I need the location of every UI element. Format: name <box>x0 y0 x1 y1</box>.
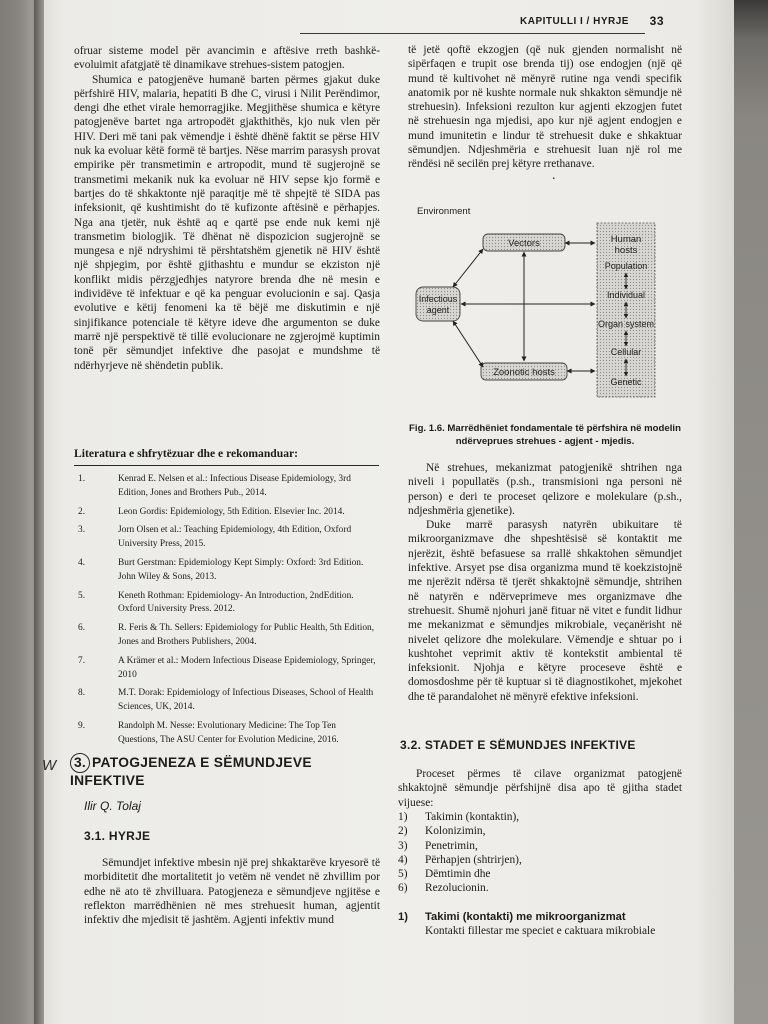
references-heading: Literatura e shfrytëzuar dhe e rekomanduar: <box>74 447 299 460</box>
chapter-author: Ilir Q. Tolaj <box>84 799 141 813</box>
list-item <box>398 881 678 895</box>
reference-number: 3. <box>78 525 86 536</box>
arrow-agent-vectors <box>453 249 483 287</box>
right-column-top <box>408 43 682 172</box>
reference-number: 6. <box>78 623 86 634</box>
reference-number: 1. <box>78 474 86 484</box>
vectors-label: Vectors <box>508 238 540 249</box>
paragraph: ofruar sisteme model për avancimin e aftësive rreth bashkë-evoluimit afatgjatë të dinamikave strehues-sistem patogjen. <box>74 45 380 72</box>
stage-label: Dëmtimin dhe <box>425 868 491 881</box>
references-list <box>78 473 378 753</box>
handwritten-margin-mark: W <box>42 757 57 774</box>
stage-1-heading-text: Takimi (kontakti) me mikroorganizmat <box>425 911 626 923</box>
binding-shadow <box>34 0 44 1024</box>
paragraph: Duke marrë parasysh natyrën ubikuitare të mikroorganizmave dhe shpeshtësisë së kontaktit me njerëzit, është befasuese sa rrallë shkaktohen sëmundjet infektive. Arsyet pse disa organizma mund të koekzistojnë me njerëzit ndërsa të tjerët shkaktojnë sëmundje, shtrihen në natyrën e ndërveprimeve mes organizmave dhe strehuesit. Shumë njohuri janë fituar në vitet e fundit lidhur me mekanizmat e sëmundjes mikrobiale, veçanërisht në nivelet qelizore dhe molekulare. Vëmendje e shtuar po i kushtohet veprimit aktiv të kontekstit ambiental të infeksionit. Njohja e këtyre proceseve është e domosdoshme për të kuptuar si të diagnostikohet, mjekohet dhe të parandalohet në mënyrë efektive infeksioni. <box>408 519 682 703</box>
infectious-agent-box <box>416 287 460 321</box>
reference-text: Jorn Olsen et al.: Teaching Epidemiology, 4th Edition, Oxford University Press, 2015. <box>118 525 352 550</box>
reference-item <box>78 473 378 501</box>
stage-label: Rezolucionin. <box>425 882 489 895</box>
chapter-number-circled: 3. <box>70 753 90 773</box>
arrow-agent-zoonotic <box>453 321 483 367</box>
stage-1-heading <box>398 911 682 923</box>
reference-item <box>78 655 378 683</box>
right-column-middle <box>408 461 682 704</box>
zoonotic-hosts-label: Zoonotic hosts <box>493 367 555 378</box>
references-rule <box>74 465 379 466</box>
reference-number: 4. <box>78 557 86 568</box>
reference-text: Burt Gerstman: Epidemiology Kept Simply: Oxford: 3rd Edition. John Wiley & Sons, 2013. <box>118 557 364 582</box>
list-item <box>398 867 678 881</box>
reference-text: M.T. Dorak: Epidemiology of Infectious Diseases, School of Health Sciences, UK, 2014. <box>118 688 374 713</box>
human-hosts-label-2: hosts <box>614 245 638 256</box>
paragraph: Sëmundjet infektive mbesin një prej shkaktarëve kryesorë të morbiditetit dhe mortalitetit jo vetëm në vendet në zhvillim por edhe në ato të zhvilluara. Patogjeneza e sëmundjeve ngjitëse e reflekton marrëdhënien në mes strehuesit human, agjentit infektiv dhe mjedisit të jashtëm. Agjenti infektiv mund <box>84 857 380 927</box>
chapter-title <box>70 753 380 789</box>
page-number: 33 <box>649 14 664 28</box>
running-header <box>520 16 680 32</box>
paragraph: Proceset përmes të cilave organizmat patogjenë shkaktojnë sëmundje përfshijnë disa apo të gjitha stadet vijuese: <box>398 768 682 809</box>
reference-item <box>78 622 378 650</box>
stages-intro <box>398 767 682 810</box>
paragraph: të jetë qoftë ekzogjen (që nuk gjenden normalisht në sipërfaqen e trupit ose brenda tij) ose endogjen (një që mund të kultivohet në mënyrë rutine nga vendi specifik anatomik por në kushte normale nuk shkakton sëmundje në strehuesin). Infeksioni rezulton kur agjenti ekzogjen futet në strehuesin nga mjedisi, apo kur një agjent endogjen e mund imunitetin e lindur të strehuesit duke e shkaktuar sëmundjen. Ndjeshmëria e strehuesit luan një rol me rëndësi në secilën prej këtyre rrethanave. <box>408 44 682 171</box>
level-organ-system: Organ system <box>597 319 655 329</box>
reference-text: R. Feris & Th. Sellers: Epidemiology for Public Health, 5th Edition, Jones and Brothers Publishers, 2004. <box>118 623 375 647</box>
reference-text: Randolph M. Nesse: Evolutionary Medicine: The Top Ten Questions, The ASU Center for Evolution Medicine, 2016. <box>118 720 339 745</box>
host-agent-environment-diagram <box>413 203 683 413</box>
reference-item <box>78 590 378 618</box>
stages-list <box>398 810 678 896</box>
reference-number: 7. <box>78 655 86 666</box>
level-genetic: Genetic <box>610 377 642 387</box>
figure-caption: Fig. 1.6. Marrëdhëniet fondamentale të përfshira në modelin ndërveprues strehues - agjent - mjedis. <box>409 423 681 447</box>
stage-1-number: 1) <box>398 911 408 923</box>
chapter-title-text: PATOGJENEZA E SËMUNDJEVE INFEKTIVE <box>70 755 312 788</box>
stray-dot: . <box>552 168 556 183</box>
reference-text: Leon Gordis: Epidemiology, 5th Edition. Elsevier Inc. 2014. <box>118 506 345 517</box>
stage-number: 4) <box>398 853 408 866</box>
running-header-chapter: KAPITULLI I / HYRJE <box>520 16 629 27</box>
stage-number: 5) <box>398 868 408 881</box>
stage-label: Përhapjen (shtrirjen), <box>425 853 522 866</box>
infectious-agent-label-2: agent <box>426 305 450 315</box>
header-rule <box>300 33 645 34</box>
left-column-bottom <box>84 856 380 927</box>
dark-corner-strip <box>734 0 768 1024</box>
stage-1-text: Kontakti fillestar me speciet e caktuara mikrobiale <box>425 925 656 937</box>
reference-number: 5. <box>78 590 86 601</box>
reference-text: Keneth Rothman: Epidemiology- An Introduction, 2ndEdition. Oxford University Press. 2012. <box>118 590 354 615</box>
stage-number: 6) <box>398 882 408 895</box>
reference-number: 9. <box>78 720 86 731</box>
stage-number: 2) <box>398 825 408 838</box>
reference-number: 2. <box>78 506 86 517</box>
stage-label: Kolonizimin, <box>425 825 486 838</box>
section-heading-3-1: 3.1. HYRJE <box>84 829 151 843</box>
left-column-top <box>74 44 380 373</box>
paragraph: Në strehues, mekanizmat patogjenikë shtrihen nga niveli i popullatës (p.sh., transmisioni nga personi në person) e deri te proceset qelizore e molekulare (p.sh., ndjeshmëria gjenetike). <box>408 462 682 517</box>
level-individual: Individual <box>606 290 646 300</box>
reference-text: A Krämer et al.: Modern Infectious Disease Epidemiology, Springer, 2010 <box>118 655 376 680</box>
reference-item <box>78 687 378 715</box>
stage-label: Penetrimin, <box>425 839 478 852</box>
stage-number: 3) <box>398 839 408 852</box>
infectious-agent-label-1: Infectious <box>418 294 458 304</box>
list-item <box>398 839 678 853</box>
reference-item <box>78 720 378 748</box>
list-item <box>398 824 678 838</box>
section-heading-3-2: 3.2. STADET E SËMUNDJES INFEKTIVE <box>400 738 636 752</box>
paragraph: Shumica e patogjenëve humanë barten përmes gjakut duke përfshirë HIV, malaria, hepatiti B dhe C, virusi i Nilit Perëndimor, dengi dhe ethet virale hemorragjike. Megjithëse shumica e këtyre patogjenëve bartet nga artropodët gjakthithës, kjo nuk vlen për HIV. Deri më tani pak vëmendje i është dhënë faktit se përse HIV nuk ka evoluar këtë formë të bartjes. Nëse marrim parasysh provat empirike për transmetimin e artropodit, mund të sugjerojnë se transmetimi mekanik nuk ka evoluar në HIV sepse kjo formë e bartjes do të shkaktonte një paraqitje më të shpejtë të SIDA pas infeksionit, që kushtimisht do të kufizonte aftësinë e përhapjes. Nga ana tjetër, nuk është aq e qartë pse ende nuk kemi një transmetim biologjik. Të dhënat në dispozicion sugjerojnë se mungesa e një ndryshimi të përshtatshëm gjenetik në HIV është një shpjegim, por është gjithashtu e mundur se ekziston një konflikt midis përzgjedhjes natyrore brenda dhe në mesin e individëve të infektuar e që ka penguar evolucionin e saj. Qasja evolutive e këtij fenomeni ka të bëjë me diskutimin e një sinjifikance potenciale të këtyre ideve dhe argumenton se duke marrë një perspektivë të tillë evolucionare ne zgjerojmë kuptimin tonë për sëmundjet infektive dhe pasojat e mundshme të ndërhyrjeve në shëndetin publik. <box>74 73 380 372</box>
reference-item <box>78 524 378 552</box>
stage-number: 1) <box>398 811 408 823</box>
human-hosts-label-1: Human <box>610 234 642 245</box>
reference-item <box>78 506 378 520</box>
environment-label: Environment <box>417 206 471 217</box>
list-item <box>398 810 678 824</box>
level-population: Population <box>604 261 648 271</box>
reference-item <box>78 557 378 585</box>
list-item <box>398 853 678 867</box>
stage-label: Takimin (kontaktin), <box>425 811 520 823</box>
reference-text: Kenrad E. Nelsen et al.: Infectious Disease Epidemiology, 3rd Edition, Jones and Brothers Pub., 2014. <box>118 474 351 498</box>
reference-number: 8. <box>78 688 86 699</box>
level-cellular: Cellular <box>610 347 642 357</box>
